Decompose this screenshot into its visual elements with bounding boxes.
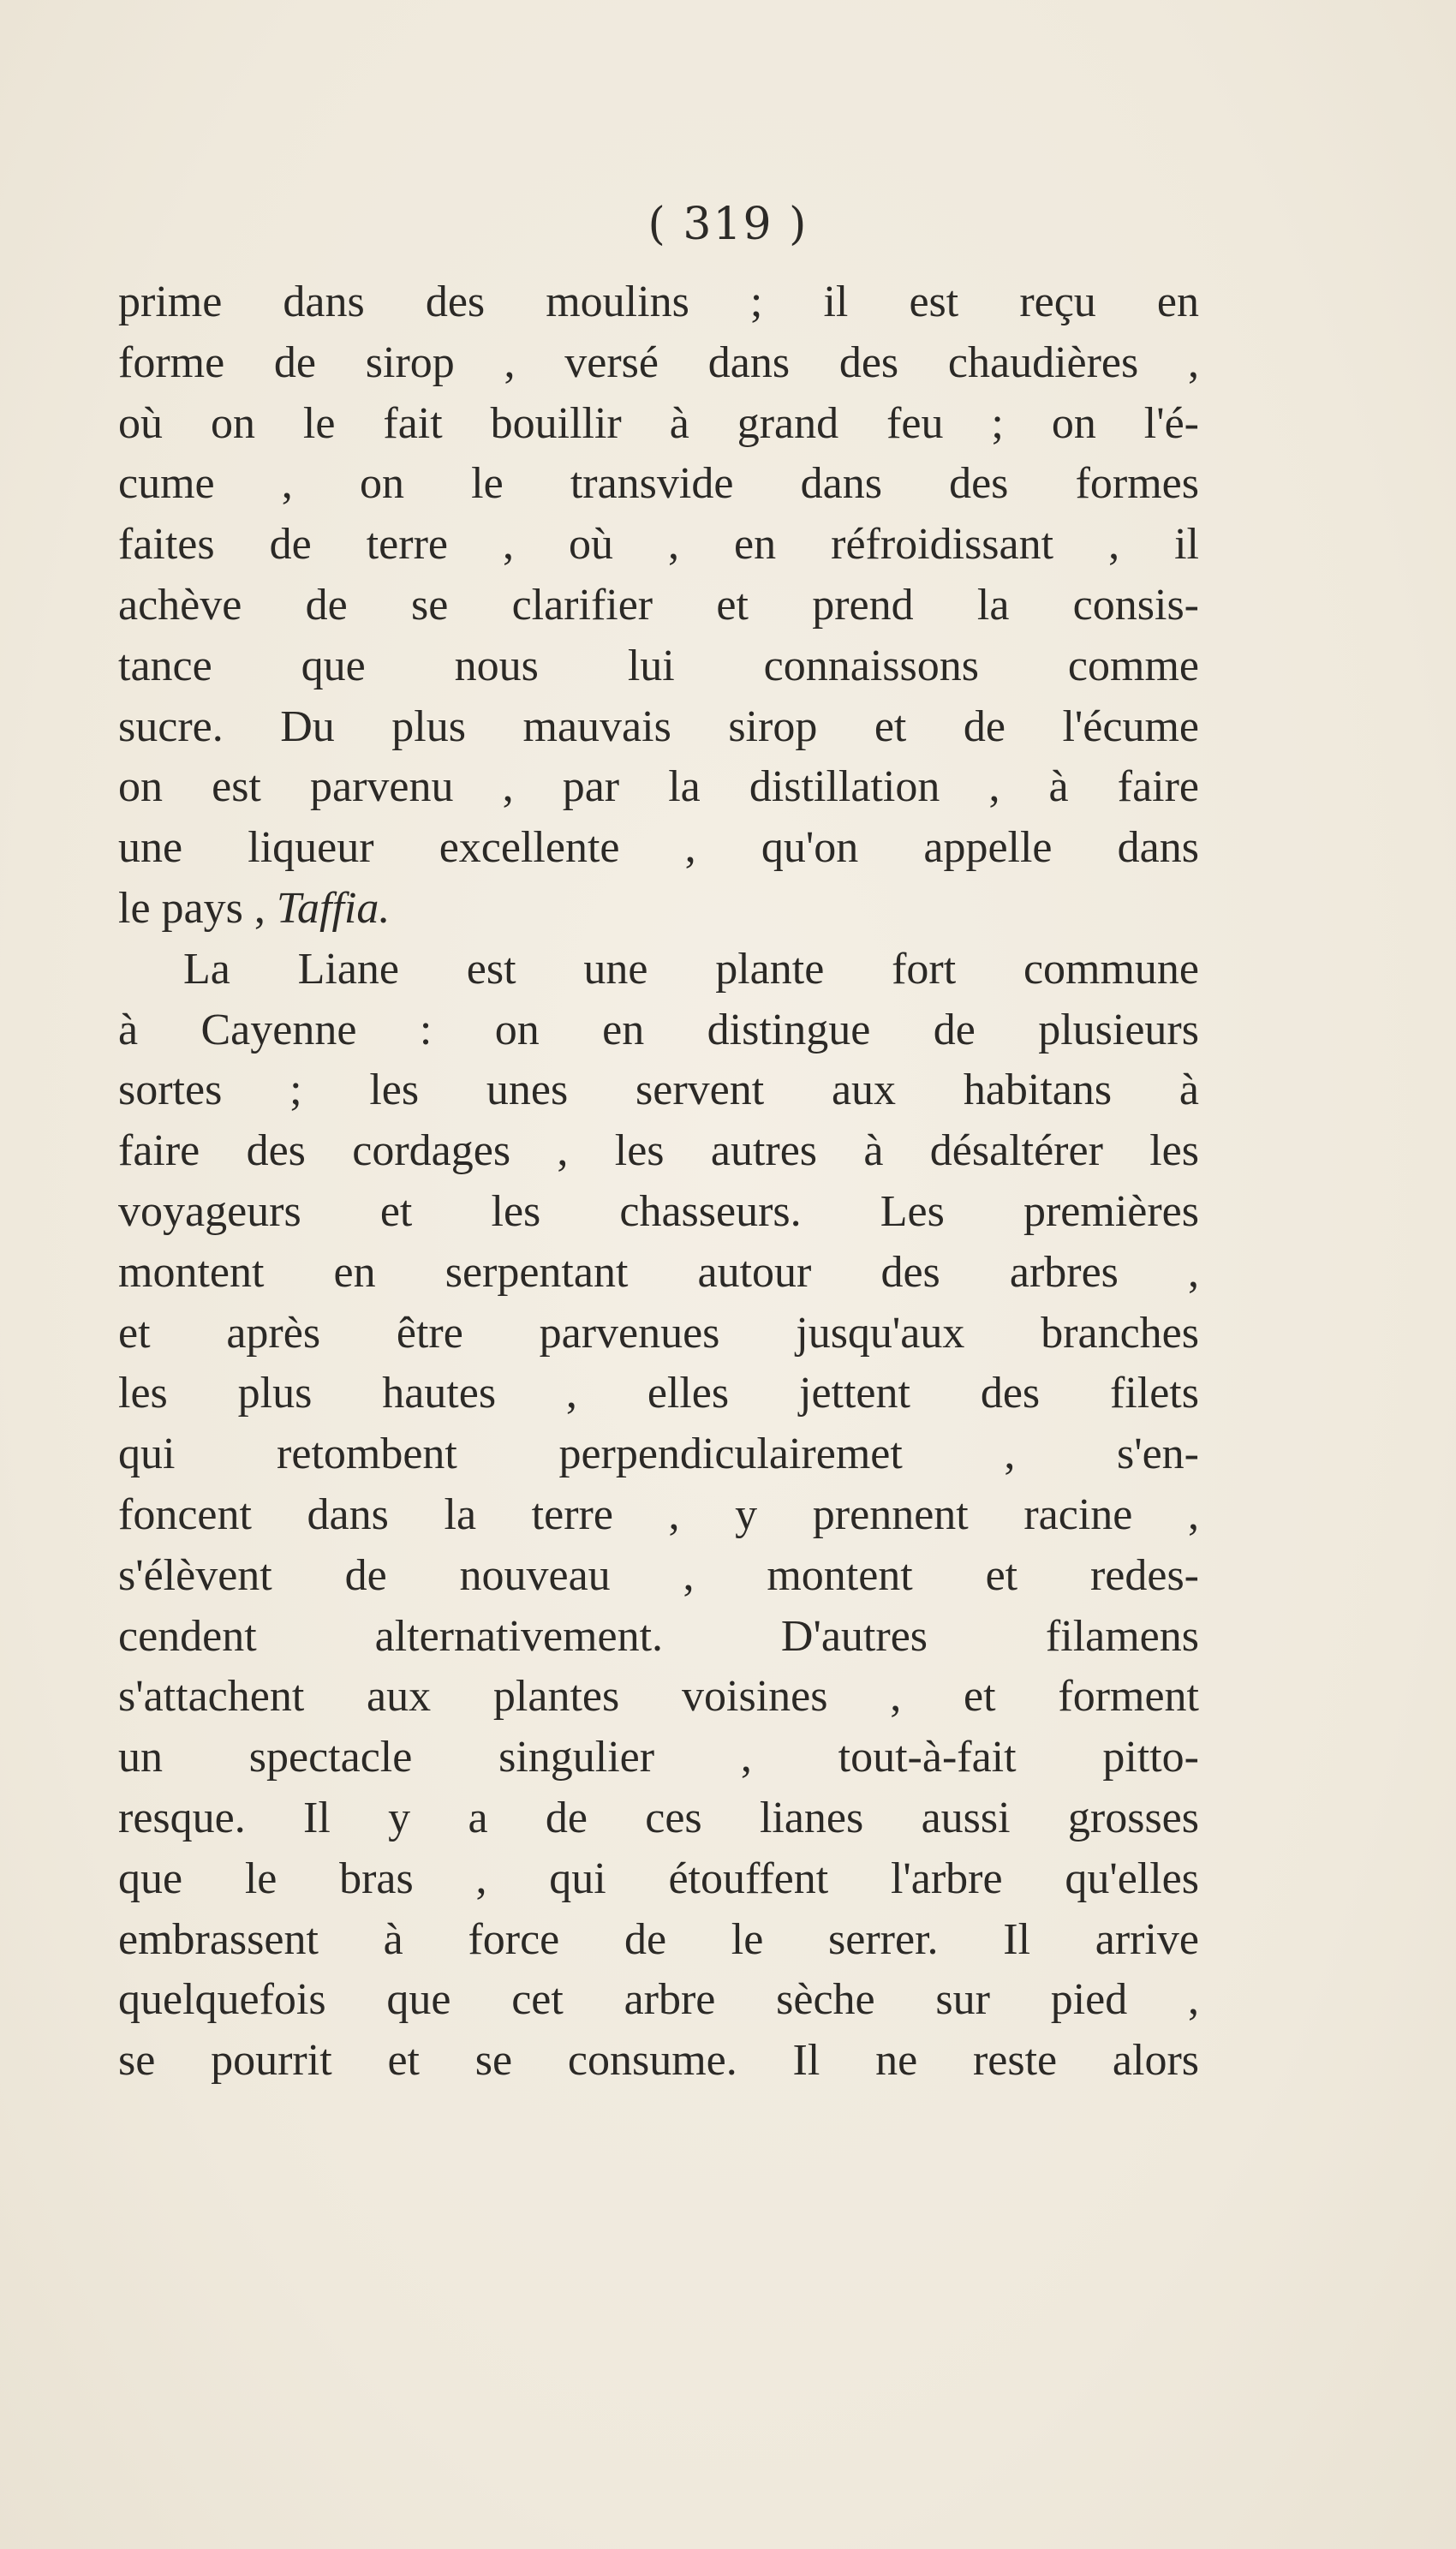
italic-word: Taffia. xyxy=(276,883,391,933)
text-line: forme de sirop , versé dans des chaudières , xyxy=(118,337,1199,387)
text-line: voyageurs et les chasseurs. Les premières xyxy=(118,1186,1199,1236)
text-line: le pays , xyxy=(118,883,266,933)
text-line: achève de se clarifier et prend la consis- xyxy=(118,580,1199,630)
text-line: que le bras , qui étouffent l'arbre qu'elles xyxy=(118,1854,1199,1903)
text-line: foncent dans la terre , y prennent racine , xyxy=(118,1489,1199,1539)
text-line: faites de terre , où , en réfroidissant , il xyxy=(118,520,1199,570)
paragraph-start-line: La Liane est une plante fort commune xyxy=(183,944,1199,994)
text-line: s'élèvent de nouveau , montent et redes- xyxy=(118,1550,1199,1600)
text-line: les plus hautes , elles jettent des filets xyxy=(118,1369,1199,1418)
paragraph-end-line xyxy=(118,879,1199,940)
text-line: tance que nous lui connaissons comme xyxy=(118,641,1199,690)
text-line: une liqueur excellente , qu'on appelle dans xyxy=(118,823,1199,873)
text-line: resque. Il y a de ces lianes aussi grosses xyxy=(118,1793,1199,1842)
text-line: quelquefois que cet arbre sèche sur pied , xyxy=(118,1975,1199,2025)
text-line: à Cayenne : on en distingue de plusieurs xyxy=(118,1005,1199,1054)
text-line: faire des cordages , les autres à désaltérer les xyxy=(118,1126,1199,1176)
text-line: cendent alternativement. D'autres filamens xyxy=(118,1611,1199,1661)
text-line: un spectacle singulier , tout-à-fait pitto- xyxy=(118,1733,1199,1782)
text-line: et après être parvenues jusqu'aux branches xyxy=(118,1308,1199,1358)
text-line: embrassent à force de le serrer. Il arrive xyxy=(118,1914,1199,1964)
text-line: on est parvenu , par la distillation , à faire xyxy=(118,762,1199,812)
text-line: sortes ; les unes servent aux habitans à xyxy=(118,1066,1199,1115)
page-number: ( 319 ) xyxy=(647,199,809,250)
text-line: montent en serpentant autour des arbres , xyxy=(118,1247,1199,1297)
text-line: s'attachent aux plantes voisines , et forment xyxy=(118,1672,1199,1722)
text-line: prime dans des moulins ; il est reçu en xyxy=(118,278,1199,326)
text-line: sucre. Du plus mauvais sirop et de l'écume xyxy=(118,701,1199,751)
text-line: se pourrit et se consume. Il ne reste alors xyxy=(118,2036,1199,2086)
body-text xyxy=(118,272,1199,2092)
text-line: où on le fait bouillir à grand feu ; on l'é- xyxy=(118,398,1199,448)
text-line: cume , on le transvide dans des formes xyxy=(118,459,1199,509)
text-line: qui retombent perpendiculairemet , s'en- xyxy=(118,1430,1199,1479)
